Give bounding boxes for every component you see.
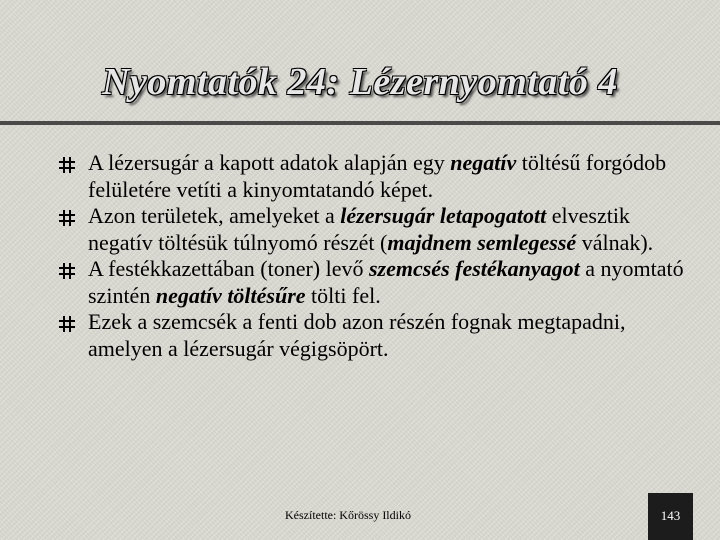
footer-author: Készítette: Kőrössy Ildikó — [285, 508, 411, 522]
hash-bullet-icon — [58, 262, 76, 280]
bullet-text: a nyomtató szintén — [88, 256, 684, 308]
bullet-text: elvesztik negatív töltésük túlnyomó részét ( — [88, 203, 630, 255]
bullet-item — [58, 203, 698, 256]
bullet-text: válnak). — [576, 229, 654, 255]
hash-bullet-icon — [58, 156, 76, 174]
bullet-item — [58, 150, 698, 203]
emphasis-text: negatív töltésűre — [155, 282, 306, 308]
slide-title: Nyomtatók 24: Lézernyomtató 4 — [102, 61, 618, 103]
bullet-item — [58, 309, 698, 362]
page-number: 143 — [648, 493, 693, 540]
emphasis-text: majdnem semlegessé — [387, 229, 577, 255]
hash-bullet-icon — [58, 209, 76, 227]
emphasis-text: szemcsés festékanyagot — [368, 256, 580, 281]
emphasis-text: lézersugár letapogatott — [340, 203, 547, 228]
bullet-text: Ezek a szemcsék a fenti dob azon részén fognak megtapadni, amelyen a lézersugár végigsöpört. — [88, 309, 626, 361]
bullet-text: A lézersugár a kapott adatok alapján egy — [88, 150, 451, 175]
bullet-text: tölti fel. — [305, 282, 381, 308]
title-underline-end — [695, 121, 720, 125]
bullet-text: töltésű forgódob felületére vetíti a kinyomtatandó képet. — [88, 150, 667, 202]
bullet-text: Azon területek, amelyeket a — [88, 203, 341, 228]
bullet-list — [58, 150, 698, 362]
emphasis-text: negatív — [450, 150, 517, 175]
title-underline — [0, 121, 695, 125]
bullet-text: A festékkazettában (toner) levő — [88, 256, 369, 281]
bullet-item — [58, 256, 698, 309]
hash-bullet-icon — [58, 315, 76, 333]
